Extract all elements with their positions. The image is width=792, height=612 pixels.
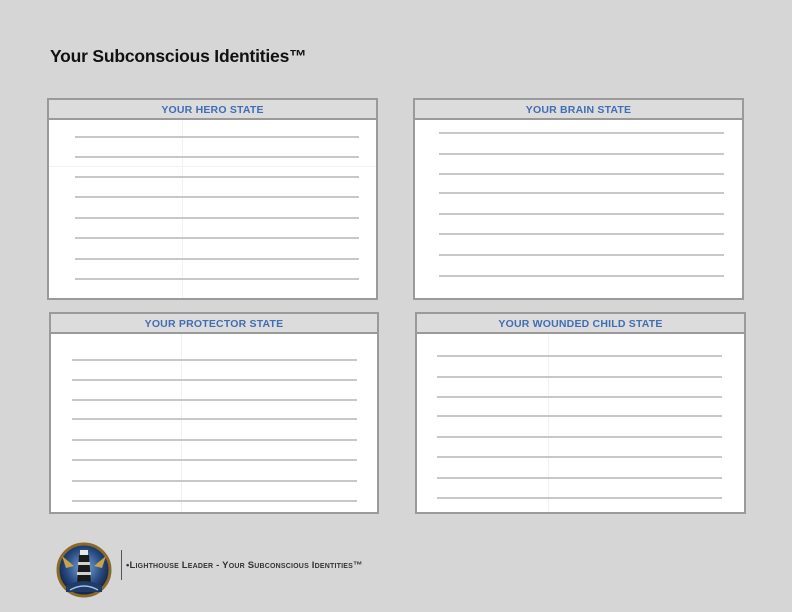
footer-caption	[126, 560, 363, 571]
wounded-child-state-card	[415, 312, 746, 514]
protector-state-lines[interactable]	[51, 334, 377, 512]
footer-text: Lighthouse Leader - Your Subconscious Identities™	[129, 560, 363, 571]
page-title: Your Subconscious Identities™	[50, 46, 307, 66]
brain-state-header: YOUR BRAIN STATE	[415, 100, 742, 120]
hero-state-header: YOUR HERO STATE	[49, 100, 376, 120]
wounded-child-state-lines[interactable]	[417, 334, 744, 512]
lighthouse-logo-icon	[52, 536, 116, 600]
hero-state-lines[interactable]	[49, 120, 376, 298]
wounded-child-state-header: YOUR WOUNDED CHILD STATE	[417, 314, 744, 334]
footer-bullet: •	[126, 560, 130, 571]
brain-state-lines[interactable]	[415, 120, 742, 298]
brain-state-card	[413, 98, 744, 300]
protector-state-header: YOUR PROTECTOR STATE	[51, 314, 377, 334]
hero-state-card	[47, 98, 378, 300]
protector-state-card	[49, 312, 379, 514]
footer-divider	[121, 550, 122, 580]
